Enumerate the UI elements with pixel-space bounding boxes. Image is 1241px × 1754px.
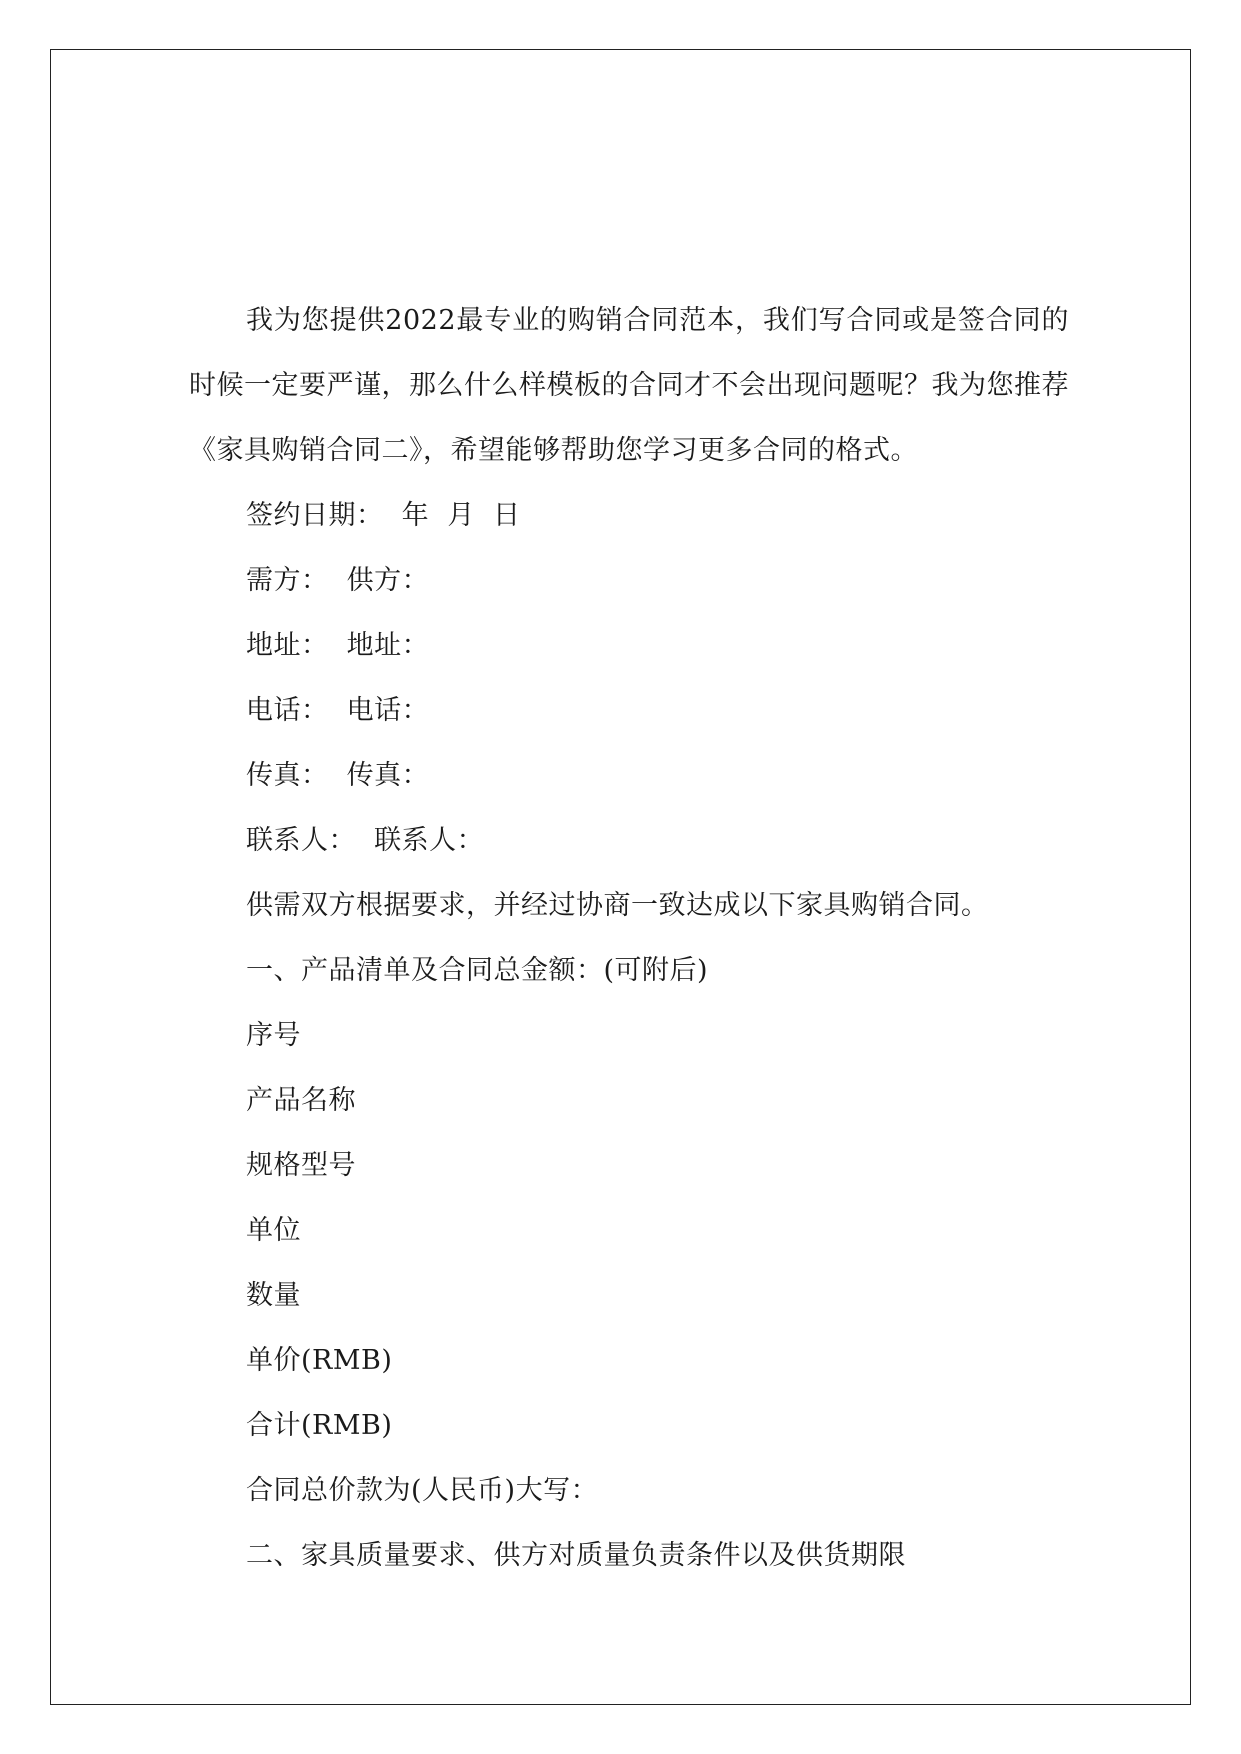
section-1-heading: 一、产品清单及合同总金额：(可附后) — [246, 955, 709, 986]
field-total: 合计(RMB) — [246, 1410, 393, 1441]
contact-line: 联系人： 联系人： — [246, 825, 485, 856]
field-quantity: 数量 — [246, 1280, 301, 1311]
field-model: 规格型号 — [246, 1150, 356, 1181]
total-price-line: 合同总价款为(人民币)大写： — [246, 1475, 599, 1506]
buyer-seller-line: 需方： 供方： — [246, 565, 430, 596]
field-unit: 单位 — [246, 1215, 301, 1246]
field-unit-price: 单价(RMB) — [246, 1345, 393, 1376]
intro-paragraph: 我为您提供2022最专业的购销合同范本，我们写合同或是签合同的时候一定要严谨，那么什么样模板的合同才不会出现问题呢？我为您推荐《家具购销合同二》，希望能够帮助您学习更多合同的格式。 — [189, 305, 1069, 466]
fax-line: 传真： 传真： — [246, 760, 430, 791]
phone-line: 电话： 电话： — [246, 695, 430, 726]
agreement-statement: 供需双方根据要求，并经过协商一致达成以下家具购销合同。 — [246, 890, 989, 921]
document-body — [189, 288, 1069, 1588]
section-2-heading: 二、家具质量要求、供方对质量负责条件以及供货期限 — [246, 1540, 906, 1571]
signing-date-line: 签约日期： 年 月 日 — [246, 500, 521, 531]
address-line: 地址： 地址： — [246, 630, 430, 661]
field-serial-number: 序号 — [246, 1020, 301, 1051]
field-product-name: 产品名称 — [246, 1085, 356, 1116]
